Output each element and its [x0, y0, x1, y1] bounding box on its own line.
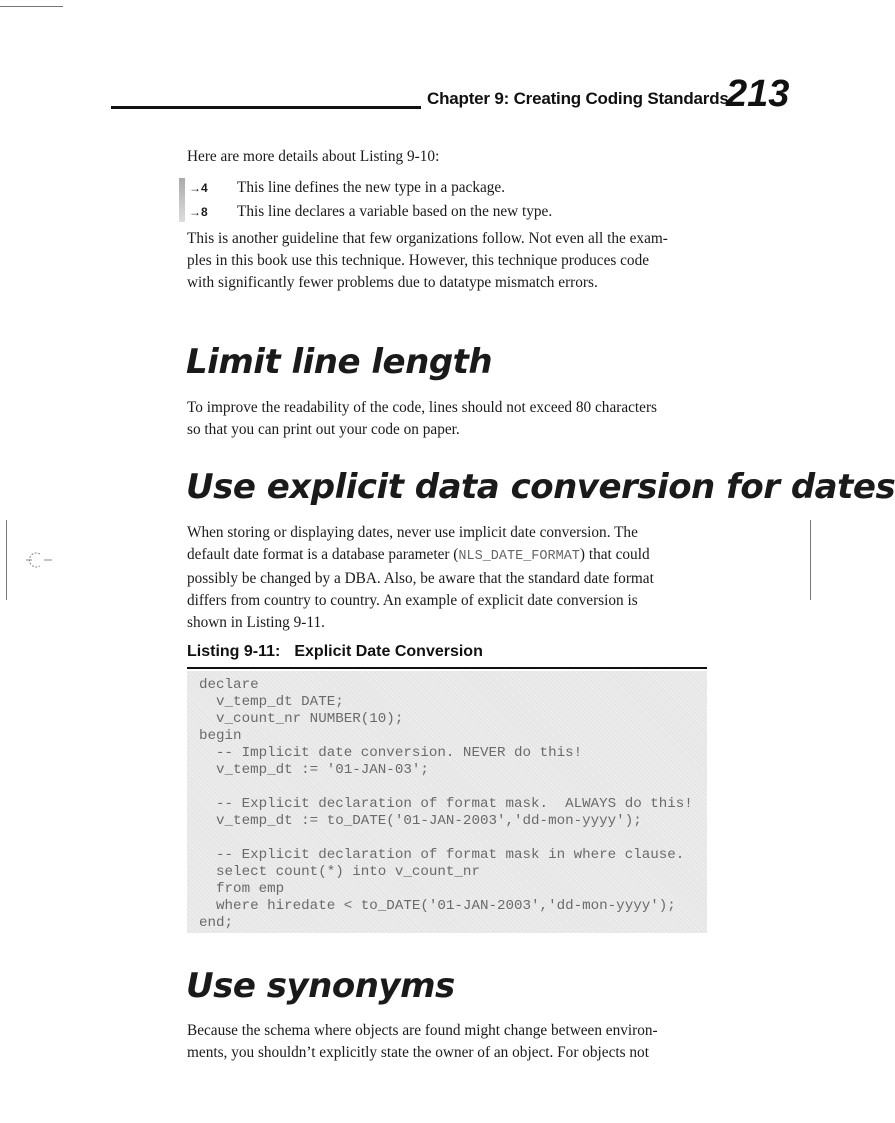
listing-caption [187, 643, 483, 661]
bullet-text: This line declares a variable based on the new type. [237, 203, 553, 220]
text-span: default date format is a database parameter ( [187, 546, 459, 563]
corner-crop-line [0, 6, 63, 7]
code-line: v_count_nr NUMBER(10); [199, 711, 404, 727]
code-line: v_temp_dt := to_DATE('01-JAN-2003','dd-mon-yyyy'); [199, 813, 642, 829]
text-line: so that you can print out your code on paper. [187, 421, 460, 438]
code-line: -- Explicit declaration of format mask in where clause. [199, 847, 685, 863]
code-line: v_temp_dt := '01-JAN-03'; [199, 762, 429, 778]
text-line: ples in this book use this technique. However, this technique produces code [187, 252, 650, 269]
text-line: When storing or displaying dates, never use implicit date conversion. The [187, 524, 638, 541]
text-line: possibly be changed by a DBA. Also, be aware that the standard date format [187, 570, 654, 587]
text-line: shown in Listing 9-11. [187, 614, 325, 631]
text-span: ) that could [579, 546, 650, 563]
text-line: This is another guideline that few organizations follow. Not even all the exam- [187, 230, 668, 247]
limit-paragraph [187, 397, 712, 441]
code-line: begin [199, 728, 242, 744]
code-line: v_temp_dt DATE; [199, 694, 344, 710]
synonyms-paragraph [187, 1020, 712, 1064]
code-line: declare [199, 677, 259, 693]
code-line: end; [199, 915, 234, 931]
chapter-title: Chapter 9: Creating Coding Standards [427, 89, 729, 108]
list-item [179, 201, 699, 223]
arrow-icon: →4 [189, 181, 208, 195]
right-crop-mark [810, 520, 811, 600]
heading-explicit-date-conversion: Use explicit data conversion for dates [186, 467, 895, 507]
heading-use-synonyms: Use synonyms [186, 966, 455, 1006]
registration-mark-icon [26, 550, 66, 570]
bullet-text: This line defines the new type in a package. [237, 179, 506, 196]
inline-code: NLS_DATE_FORMAT [458, 549, 580, 564]
code-line: -- Implicit date conversion. NEVER do this! [199, 745, 583, 761]
page-number: 213 [726, 73, 790, 115]
listing-title: Explicit Date Conversion [294, 643, 483, 660]
code-line: where hiredate < to_DATE('01-JAN-2003','dd-mon-yyyy'); [199, 898, 676, 914]
list-item [179, 177, 699, 199]
intro-paragraph: Here are more details about Listing 9-10: [187, 148, 440, 165]
code-line: select count(*) into v_count_nr [199, 864, 480, 880]
code-line: from emp [199, 881, 285, 897]
text-line: ments, you shouldn’t explicitly state the owner of an object. For objects not [187, 1044, 649, 1061]
left-crop-mark [6, 520, 7, 600]
text-line: To improve the readability of the code, lines should not exceed 80 characters [187, 399, 657, 416]
dates-paragraph [187, 522, 712, 634]
text-line: differs from country to country. An example of explicit date conversion is [187, 592, 638, 609]
heading-limit-line-length: Limit line length [186, 342, 493, 382]
guideline-paragraph [187, 228, 712, 294]
code-line: -- Explicit declaration of format mask. ALWAYS do this! [199, 796, 693, 812]
listing-rule [187, 667, 707, 669]
header-rule [111, 106, 421, 109]
text-line: Because the schema where objects are found might change between environ- [187, 1022, 658, 1039]
text-line [187, 544, 712, 568]
listing-label: Listing 9-11: [187, 643, 281, 660]
text-line: with significantly fewer problems due to datatype mismatch errors. [187, 274, 598, 291]
arrow-icon: →8 [189, 205, 208, 219]
